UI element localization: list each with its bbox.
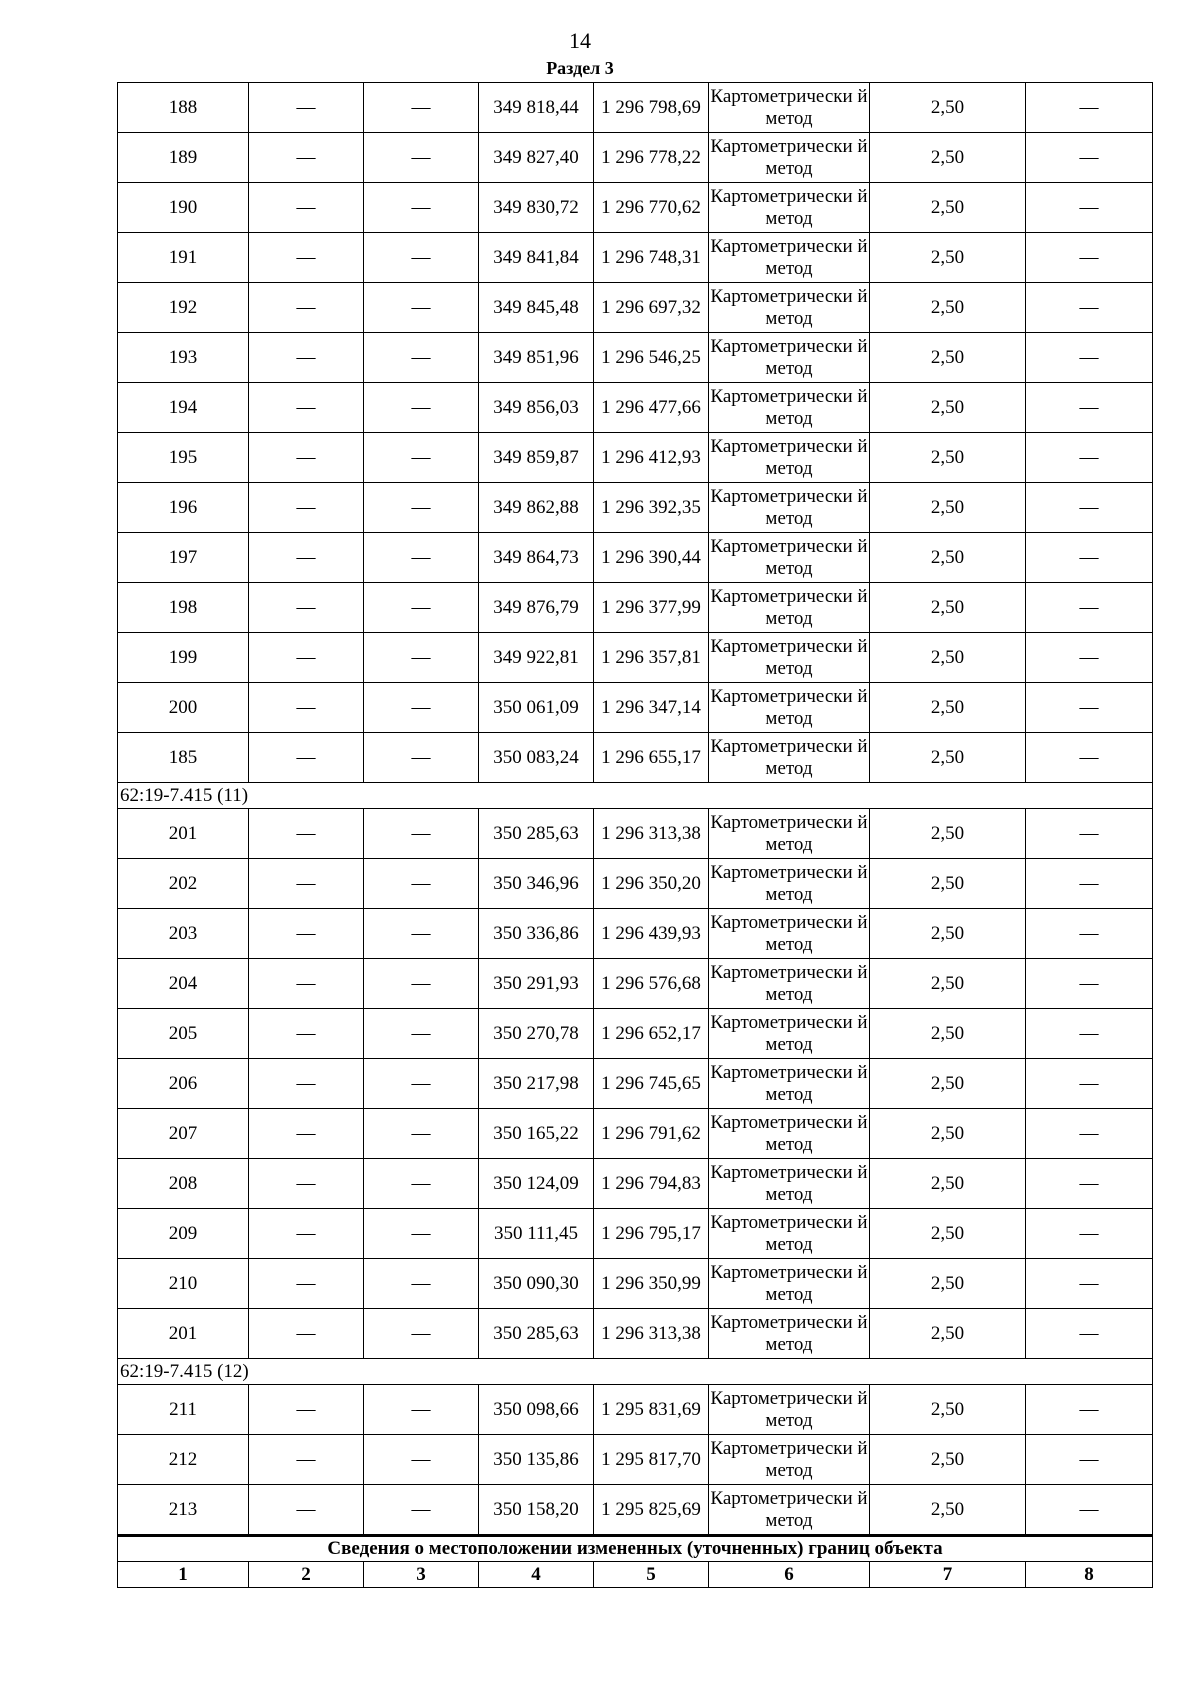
dash-cell: —: [364, 633, 479, 683]
group-header-row: [118, 1359, 1153, 1385]
dash-cell: —: [249, 733, 364, 783]
table-row: [118, 809, 1153, 859]
method-cell: Картометрически й метод: [709, 1309, 870, 1359]
y-coordinate-cell: 1 296 313,38: [594, 809, 709, 859]
dash-cell: —: [364, 383, 479, 433]
dash-cell: —: [364, 859, 479, 909]
accuracy-cell: 2,50: [870, 333, 1026, 383]
y-coordinate-cell: 1 296 392,35: [594, 483, 709, 533]
x-coordinate-cell: 350 158,20: [479, 1485, 594, 1536]
method-cell: Картометрически й метод: [709, 1009, 870, 1059]
dash-cell: —: [364, 1435, 479, 1485]
accuracy-cell: 2,50: [870, 133, 1026, 183]
dash-cell: —: [249, 83, 364, 133]
column-number-cell: 1: [118, 1562, 249, 1588]
dash-cell: —: [364, 133, 479, 183]
dash-cell: —: [249, 1435, 364, 1485]
x-coordinate-cell: 350 111,45: [479, 1209, 594, 1259]
y-coordinate-cell: 1 296 377,99: [594, 583, 709, 633]
point-number-cell: 188: [118, 83, 249, 133]
dash-cell: —: [249, 683, 364, 733]
dash-cell: —: [249, 233, 364, 283]
method-cell: Картометрически й метод: [709, 83, 870, 133]
table-row: [118, 859, 1153, 909]
method-cell: Картометрически й метод: [709, 683, 870, 733]
column-number-cell: 6: [709, 1562, 870, 1588]
point-number-cell: 212: [118, 1435, 249, 1485]
y-coordinate-cell: 1 295 825,69: [594, 1485, 709, 1536]
dash-cell: —: [1026, 809, 1153, 859]
dash-cell: —: [364, 1485, 479, 1536]
table-row: [118, 1059, 1153, 1109]
accuracy-cell: 2,50: [870, 1435, 1026, 1485]
y-coordinate-cell: 1 296 313,38: [594, 1309, 709, 1359]
dash-cell: —: [249, 1059, 364, 1109]
table-row: [118, 283, 1153, 333]
dash-cell: —: [1026, 1435, 1153, 1485]
dash-cell: —: [364, 909, 479, 959]
y-coordinate-cell: 1 296 477,66: [594, 383, 709, 433]
x-coordinate-cell: 349 845,48: [479, 283, 594, 333]
dash-cell: —: [364, 583, 479, 633]
accuracy-cell: 2,50: [870, 1009, 1026, 1059]
method-cell: Картометрически й метод: [709, 959, 870, 1009]
y-coordinate-cell: 1 296 798,69: [594, 83, 709, 133]
x-coordinate-cell: 349 862,88: [479, 483, 594, 533]
dash-cell: —: [1026, 383, 1153, 433]
group-header-row: [118, 783, 1153, 809]
dash-cell: —: [1026, 1159, 1153, 1209]
table-row: [118, 633, 1153, 683]
dash-cell: —: [249, 1159, 364, 1209]
method-cell: Картометрически й метод: [709, 1159, 870, 1209]
dash-cell: —: [249, 959, 364, 1009]
accuracy-cell: 2,50: [870, 1159, 1026, 1209]
method-cell: Картометрически й метод: [709, 183, 870, 233]
method-cell: Картометрически й метод: [709, 733, 870, 783]
x-coordinate-cell: 350 165,22: [479, 1109, 594, 1159]
dash-cell: —: [1026, 183, 1153, 233]
x-coordinate-cell: 350 083,24: [479, 733, 594, 783]
method-cell: Картометрически й метод: [709, 1209, 870, 1259]
x-coordinate-cell: 350 098,66: [479, 1385, 594, 1435]
dash-cell: —: [249, 133, 364, 183]
dash-cell: —: [364, 83, 479, 133]
method-cell: Картометрически й метод: [709, 433, 870, 483]
x-coordinate-cell: 350 291,93: [479, 959, 594, 1009]
dash-cell: —: [1026, 283, 1153, 333]
accuracy-cell: 2,50: [870, 1485, 1026, 1536]
x-coordinate-cell: 349 922,81: [479, 633, 594, 683]
y-coordinate-cell: 1 296 697,32: [594, 283, 709, 333]
dash-cell: —: [364, 683, 479, 733]
accuracy-cell: 2,50: [870, 733, 1026, 783]
dash-cell: —: [249, 1109, 364, 1159]
method-cell: Картометрически й метод: [709, 909, 870, 959]
dash-cell: —: [1026, 1309, 1153, 1359]
dash-cell: —: [1026, 83, 1153, 133]
table-row: [118, 1109, 1153, 1159]
accuracy-cell: 2,50: [870, 433, 1026, 483]
method-cell: Картометрически й метод: [709, 1385, 870, 1435]
dash-cell: —: [364, 1259, 479, 1309]
dash-cell: —: [249, 483, 364, 533]
table-row: [118, 183, 1153, 233]
dash-cell: —: [249, 809, 364, 859]
dash-cell: —: [364, 733, 479, 783]
table-row: [118, 1209, 1153, 1259]
point-number-cell: 209: [118, 1209, 249, 1259]
table-row: [118, 1435, 1153, 1485]
table-row: [118, 333, 1153, 383]
table-row: [118, 959, 1153, 1009]
method-cell: Картометрически й метод: [709, 1059, 870, 1109]
x-coordinate-cell: 350 270,78: [479, 1009, 594, 1059]
method-cell: Картометрически й метод: [709, 283, 870, 333]
table-row: [118, 583, 1153, 633]
table-row: [118, 1009, 1153, 1059]
point-number-cell: 185: [118, 733, 249, 783]
dash-cell: —: [249, 183, 364, 233]
y-coordinate-cell: 1 296 778,22: [594, 133, 709, 183]
dash-cell: —: [249, 333, 364, 383]
x-coordinate-cell: 349 864,73: [479, 533, 594, 583]
x-coordinate-cell: 349 830,72: [479, 183, 594, 233]
dash-cell: —: [249, 859, 364, 909]
dash-cell: —: [1026, 683, 1153, 733]
accuracy-cell: 2,50: [870, 1059, 1026, 1109]
column-number-cell: 4: [479, 1562, 594, 1588]
point-number-cell: 204: [118, 959, 249, 1009]
table-row: [118, 1159, 1153, 1209]
point-number-cell: 213: [118, 1485, 249, 1536]
dash-cell: —: [1026, 433, 1153, 483]
table-row: [118, 683, 1153, 733]
accuracy-cell: 2,50: [870, 83, 1026, 133]
method-cell: Картометрически й метод: [709, 133, 870, 183]
table-row: [118, 909, 1153, 959]
dash-cell: —: [249, 1485, 364, 1536]
accuracy-cell: 2,50: [870, 383, 1026, 433]
point-number-cell: 199: [118, 633, 249, 683]
dash-cell: —: [1026, 1109, 1153, 1159]
dash-cell: —: [364, 433, 479, 483]
dash-cell: —: [1026, 233, 1153, 283]
point-number-cell: 211: [118, 1385, 249, 1435]
x-coordinate-cell: 350 285,63: [479, 809, 594, 859]
table-row: [118, 1309, 1153, 1359]
dash-cell: —: [364, 809, 479, 859]
accuracy-cell: 2,50: [870, 909, 1026, 959]
y-coordinate-cell: 1 296 357,81: [594, 633, 709, 683]
y-coordinate-cell: 1 296 347,14: [594, 683, 709, 733]
point-number-cell: 201: [118, 1309, 249, 1359]
table-row: [118, 233, 1153, 283]
dash-cell: —: [1026, 133, 1153, 183]
dash-cell: —: [1026, 1059, 1153, 1109]
point-number-cell: 205: [118, 1009, 249, 1059]
dash-cell: —: [249, 433, 364, 483]
point-number-cell: 193: [118, 333, 249, 383]
method-cell: Картометрически й метод: [709, 533, 870, 583]
dash-cell: —: [364, 283, 479, 333]
dash-cell: —: [1026, 583, 1153, 633]
column-number-cell: 5: [594, 1562, 709, 1588]
y-coordinate-cell: 1 296 546,25: [594, 333, 709, 383]
dash-cell: —: [364, 183, 479, 233]
point-number-cell: 200: [118, 683, 249, 733]
point-number-cell: 203: [118, 909, 249, 959]
dash-cell: —: [364, 1009, 479, 1059]
point-number-cell: 201: [118, 809, 249, 859]
point-number-cell: 190: [118, 183, 249, 233]
y-coordinate-cell: 1 296 794,83: [594, 1159, 709, 1209]
dash-cell: —: [1026, 483, 1153, 533]
dash-cell: —: [1026, 733, 1153, 783]
accuracy-cell: 2,50: [870, 1259, 1026, 1309]
table-row: [118, 383, 1153, 433]
table-row: [118, 733, 1153, 783]
x-coordinate-cell: 349 856,03: [479, 383, 594, 433]
y-coordinate-cell: 1 296 748,31: [594, 233, 709, 283]
y-coordinate-cell: 1 296 412,93: [594, 433, 709, 483]
method-cell: Картометрически й метод: [709, 809, 870, 859]
dash-cell: —: [1026, 633, 1153, 683]
accuracy-cell: 2,50: [870, 1385, 1026, 1435]
table-row: [118, 433, 1153, 483]
accuracy-cell: 2,50: [870, 283, 1026, 333]
dash-cell: —: [1026, 959, 1153, 1009]
accuracy-cell: 2,50: [870, 533, 1026, 583]
y-coordinate-cell: 1 296 576,68: [594, 959, 709, 1009]
y-coordinate-cell: 1 296 390,44: [594, 533, 709, 583]
point-number-cell: 195: [118, 433, 249, 483]
table-row: [118, 1259, 1153, 1309]
x-coordinate-cell: 350 336,86: [479, 909, 594, 959]
point-number-cell: 196: [118, 483, 249, 533]
y-coordinate-cell: 1 295 817,70: [594, 1435, 709, 1485]
dash-cell: —: [1026, 1485, 1153, 1536]
x-coordinate-cell: 349 827,40: [479, 133, 594, 183]
dash-cell: —: [364, 233, 479, 283]
y-coordinate-cell: 1 296 350,20: [594, 859, 709, 909]
y-coordinate-cell: 1 296 791,62: [594, 1109, 709, 1159]
accuracy-cell: 2,50: [870, 809, 1026, 859]
dash-cell: —: [1026, 859, 1153, 909]
section-title: Раздел 3: [546, 58, 614, 78]
dash-cell: —: [249, 1259, 364, 1309]
x-coordinate-cell: 350 346,96: [479, 859, 594, 909]
dash-cell: —: [249, 1009, 364, 1059]
accuracy-cell: 2,50: [870, 683, 1026, 733]
dash-cell: —: [364, 333, 479, 383]
table-row: [118, 83, 1153, 133]
x-coordinate-cell: 349 859,87: [479, 433, 594, 483]
y-coordinate-cell: 1 295 831,69: [594, 1385, 709, 1435]
x-coordinate-cell: 349 851,96: [479, 333, 594, 383]
group-label: 62:19-7.415 (11): [118, 783, 1153, 809]
dash-cell: —: [1026, 333, 1153, 383]
accuracy-cell: 2,50: [870, 483, 1026, 533]
accuracy-cell: 2,50: [870, 583, 1026, 633]
dash-cell: —: [249, 583, 364, 633]
table-body: [118, 83, 1153, 1588]
x-coordinate-cell: 350 217,98: [479, 1059, 594, 1109]
dash-cell: —: [1026, 1209, 1153, 1259]
dash-cell: —: [364, 1209, 479, 1259]
point-number-cell: 192: [118, 283, 249, 333]
method-cell: Картометрически й метод: [709, 1109, 870, 1159]
y-coordinate-cell: 1 296 652,17: [594, 1009, 709, 1059]
method-cell: Картометрически й метод: [709, 233, 870, 283]
dash-cell: —: [249, 633, 364, 683]
dash-cell: —: [364, 1059, 479, 1109]
method-cell: Картометрически й метод: [709, 1259, 870, 1309]
dash-cell: —: [1026, 533, 1153, 583]
dash-cell: —: [364, 1159, 479, 1209]
accuracy-cell: 2,50: [870, 233, 1026, 283]
method-cell: Картометрически й метод: [709, 633, 870, 683]
dash-cell: —: [1026, 1385, 1153, 1435]
group-label: 62:19-7.415 (12): [118, 1359, 1153, 1385]
table-row: [118, 1385, 1153, 1435]
table-row: [118, 1485, 1153, 1536]
point-number-cell: 208: [118, 1159, 249, 1209]
dash-cell: —: [249, 383, 364, 433]
dash-cell: —: [249, 533, 364, 583]
section-heading-row: [118, 1536, 1153, 1562]
accuracy-cell: 2,50: [870, 959, 1026, 1009]
point-number-cell: 197: [118, 533, 249, 583]
method-cell: Картометрически й метод: [709, 383, 870, 433]
y-coordinate-cell: 1 296 795,17: [594, 1209, 709, 1259]
point-number-cell: 206: [118, 1059, 249, 1109]
coordinates-table: [117, 82, 1153, 1588]
dash-cell: —: [249, 1309, 364, 1359]
dash-cell: —: [249, 1385, 364, 1435]
method-cell: Картометрически й метод: [709, 333, 870, 383]
dash-cell: —: [364, 483, 479, 533]
dash-cell: —: [249, 909, 364, 959]
x-coordinate-cell: 349 876,79: [479, 583, 594, 633]
x-coordinate-cell: 350 285,63: [479, 1309, 594, 1359]
method-cell: Картометрически й метод: [709, 1485, 870, 1536]
y-coordinate-cell: 1 296 439,93: [594, 909, 709, 959]
dash-cell: —: [364, 1309, 479, 1359]
dash-cell: —: [364, 1385, 479, 1435]
column-number-cell: 7: [870, 1562, 1026, 1588]
dash-cell: —: [1026, 1259, 1153, 1309]
method-cell: Картометрически й метод: [709, 583, 870, 633]
point-number-cell: 210: [118, 1259, 249, 1309]
method-cell: Картометрически й метод: [709, 1435, 870, 1485]
accuracy-cell: 2,50: [870, 1209, 1026, 1259]
x-coordinate-cell: 349 818,44: [479, 83, 594, 133]
dash-cell: —: [1026, 909, 1153, 959]
x-coordinate-cell: 350 061,09: [479, 683, 594, 733]
accuracy-cell: 2,50: [870, 633, 1026, 683]
table-row: [118, 533, 1153, 583]
column-number-cell: 8: [1026, 1562, 1153, 1588]
section-heading: Сведения о местоположении измененных (уточненных) границ объекта: [118, 1536, 1153, 1562]
x-coordinate-cell: 350 124,09: [479, 1159, 594, 1209]
x-coordinate-cell: 350 090,30: [479, 1259, 594, 1309]
point-number-cell: 198: [118, 583, 249, 633]
column-numbers-row: [118, 1562, 1153, 1588]
table-row: [118, 133, 1153, 183]
x-coordinate-cell: 350 135,86: [479, 1435, 594, 1485]
column-number-cell: 3: [364, 1562, 479, 1588]
x-coordinate-cell: 349 841,84: [479, 233, 594, 283]
dash-cell: —: [1026, 1009, 1153, 1059]
point-number-cell: 189: [118, 133, 249, 183]
page-number: 14: [569, 28, 591, 53]
accuracy-cell: 2,50: [870, 859, 1026, 909]
table-row: [118, 483, 1153, 533]
y-coordinate-cell: 1 296 745,65: [594, 1059, 709, 1109]
point-number-cell: 207: [118, 1109, 249, 1159]
dash-cell: —: [364, 959, 479, 1009]
method-cell: Картометрически й метод: [709, 859, 870, 909]
y-coordinate-cell: 1 296 655,17: [594, 733, 709, 783]
point-number-cell: 202: [118, 859, 249, 909]
dash-cell: —: [364, 533, 479, 583]
y-coordinate-cell: 1 296 770,62: [594, 183, 709, 233]
dash-cell: —: [249, 283, 364, 333]
dash-cell: —: [249, 1209, 364, 1259]
y-coordinate-cell: 1 296 350,99: [594, 1259, 709, 1309]
column-number-cell: 2: [249, 1562, 364, 1588]
accuracy-cell: 2,50: [870, 1309, 1026, 1359]
point-number-cell: 191: [118, 233, 249, 283]
accuracy-cell: 2,50: [870, 1109, 1026, 1159]
accuracy-cell: 2,50: [870, 183, 1026, 233]
point-number-cell: 194: [118, 383, 249, 433]
dash-cell: —: [364, 1109, 479, 1159]
method-cell: Картометрически й метод: [709, 483, 870, 533]
